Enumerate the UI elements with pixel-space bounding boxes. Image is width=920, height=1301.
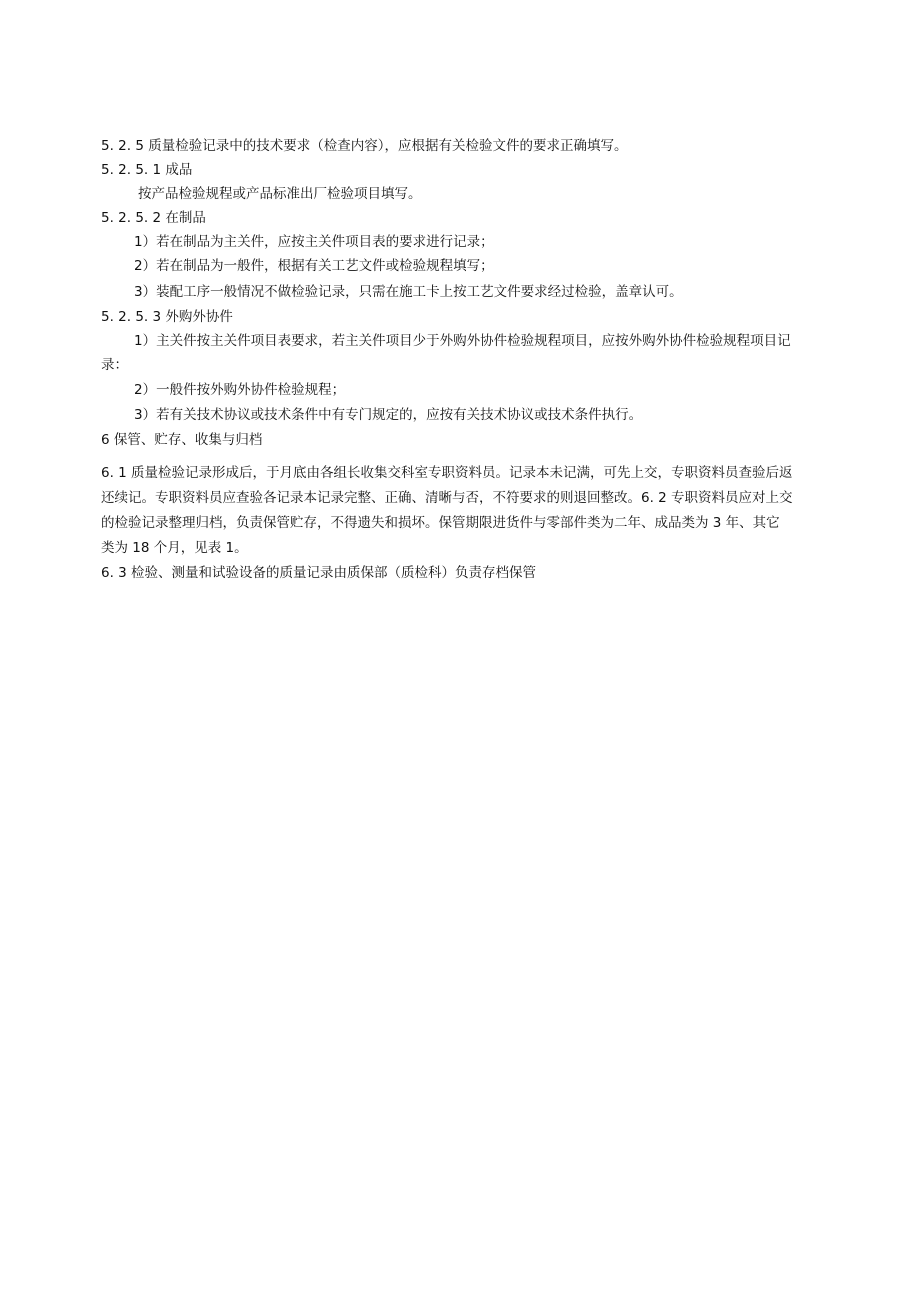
clause-6-1-line-2: 还续记。专职资料员应查验各记录本记录完整、正确、清晰与否，不符要求的则退回整改。6. 2 专职资料员应对上交	[101, 490, 793, 506]
list-item-3: 3）装配工序一般情况不做检验记录，只需在施工卡上按工艺文件要求经过检验，盖章认可。	[134, 284, 683, 300]
list-item-outsourced-2: 2）一般件按外购外协件检验规程；	[134, 382, 346, 398]
clause-5-2-5-3-heading: 5. 2. 5. 3 外购外协件	[101, 309, 233, 325]
list-item-1: 1）若在制品为主关件，应按主关件项目表的要求进行记录；	[134, 234, 494, 250]
clause-6-1-line-1: 6. 1 质量检验记录形成后，于月底由各组长收集交科室专职资料员。记录本未记满，可先上交，专职资料员查验后返	[101, 465, 793, 481]
list-item-2: 2）若在制品为一般件，根据有关工艺文件或检验规程填写；	[134, 258, 494, 274]
clause-5-2-5-1-text: 按产品检验规程或产品标准出厂检验项目填写。	[138, 186, 422, 202]
clause-5-2-5-1-heading: 5. 2. 5. 1 成品	[101, 162, 193, 178]
list-item-outsourced-1-cont: 录：	[101, 357, 128, 373]
clause-6-3: 6. 3 检验、测量和试验设备的质量记录由质保部（质检科）负责存档保管	[101, 565, 537, 581]
list-item-outsourced-1: 1）主关件按主关件项目表要求，若主关件项目少于外购外协件检验规程项目，应按外购外协件检验规程项目记	[134, 333, 791, 349]
clause-6-2-line-2: 类为 18 个月，见表 1。	[101, 540, 248, 556]
clause-5-2-5-2-heading: 5. 2. 5. 2 在制品	[101, 210, 206, 226]
section-6-heading: 6 保管、贮存、收集与归档	[101, 432, 263, 448]
clause-6-2-line-1: 的检验记录整理归档，负责保管贮存，不得遗失和损坏。保管期限进货件与零部件类为二年、成品类为 3 年、其它	[101, 515, 780, 531]
list-item-outsourced-3: 3）若有关技术协议或技术条件中有专门规定的，应按有关技术协议或技术条件执行。	[134, 407, 643, 423]
clause-5-2-5: 5. 2. 5 质量检验记录中的技术要求（检查内容），应根据有关检验文件的要求正确填写。	[101, 138, 628, 154]
